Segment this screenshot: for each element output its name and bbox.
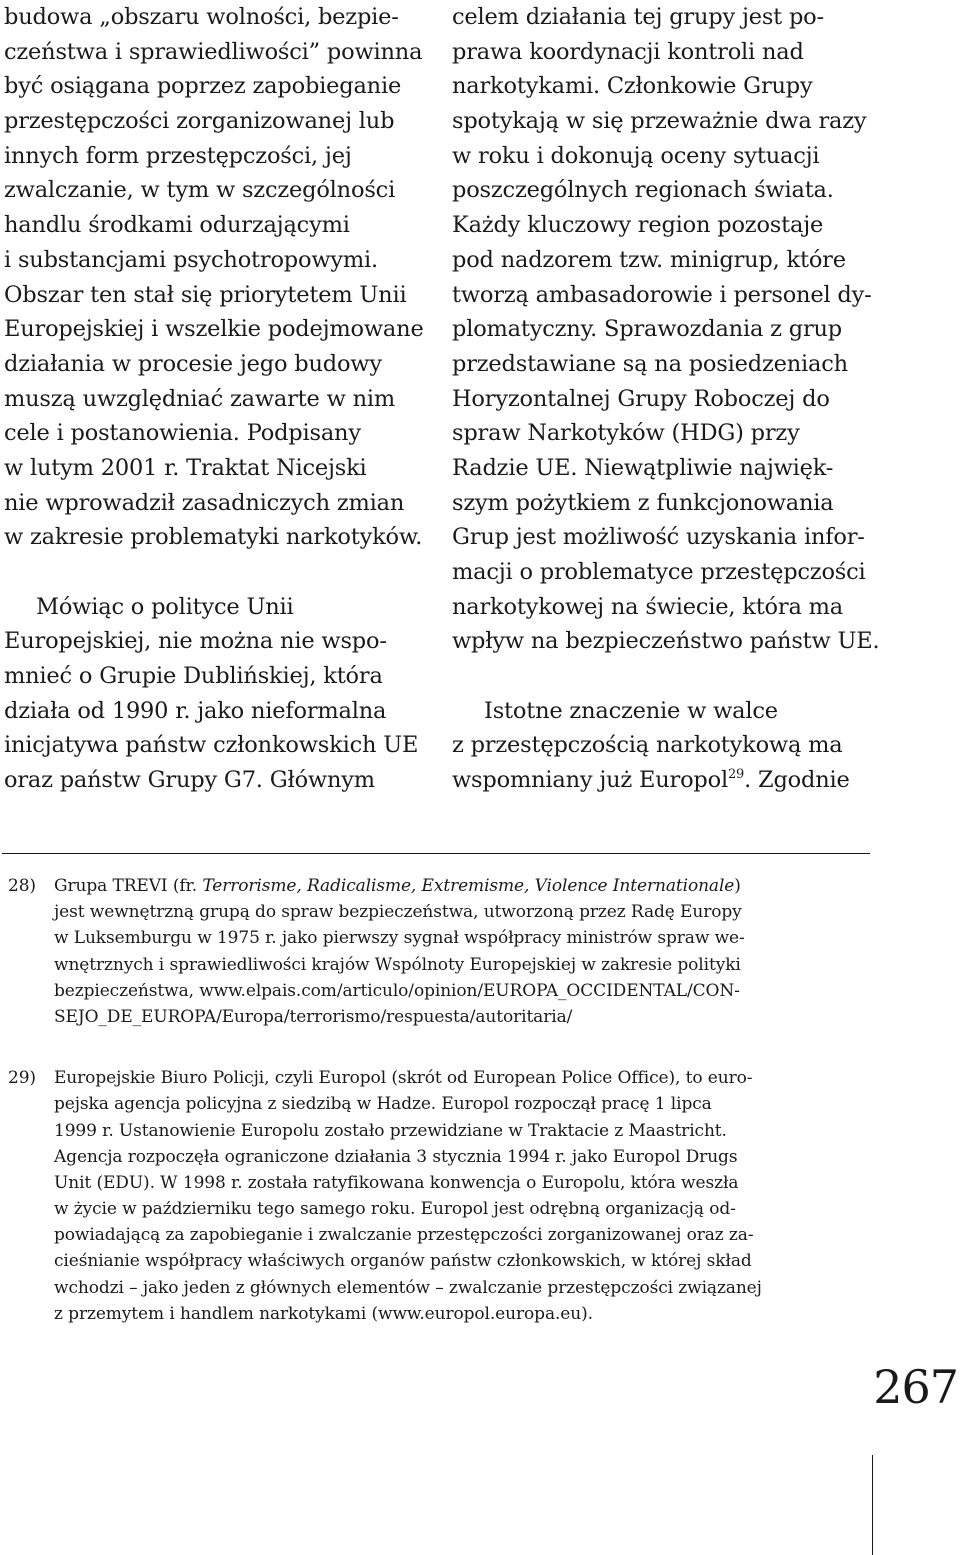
left-paragraph-2 <box>4 590 434 798</box>
text-line: celem działania tej grupy jest po- <box>452 4 824 30</box>
text-line: w lutym 2001 r. Traktat Nicejski <box>4 454 367 481</box>
text-line: spraw Narkotyków (HDG) przy <box>452 420 800 447</box>
text-fragment: wspomniany już Europol <box>452 767 728 794</box>
text-line <box>452 763 882 798</box>
footnote-line: bezpieczeństwa, www.elpais.com/articulo/opinion/EUROPA_OCCIDENTAL/CON- <box>54 980 740 1001</box>
footnote-line: wchodzi – jako jeden z głównych elementów – zwalczanie przestępczości związanej <box>54 1277 762 1298</box>
text-line: nie wprowadził zasadniczych zmian <box>4 489 405 516</box>
text-line: narkotykami. Członkowie Grupy <box>452 73 813 100</box>
text-line: zwalczanie, w tym w szczególności <box>4 177 396 204</box>
text-line: Każdy kluczowy region pozostaje <box>452 212 824 239</box>
text-line: przedstawiane są na posiedzeniach <box>452 350 848 377</box>
text-line: prawa koordynacji kontroli nad <box>452 38 804 65</box>
text-line: przestępczości zorganizowanej lub <box>4 108 395 135</box>
footnotes <box>8 873 874 1327</box>
text-line: plomatyczny. Sprawozdania z grup <box>452 316 842 343</box>
text-line: poszczególnych regionach świata. <box>452 177 834 204</box>
footnote-line: powiadającą za zapobieganie i zwalczanie przestępczości zorganizowanej oraz za- <box>54 1225 754 1246</box>
left-paragraph-1 <box>4 0 434 555</box>
footnote-gap <box>8 1030 874 1065</box>
footnote-line <box>8 873 874 899</box>
text-line: Obszar ten stał się priorytetem Unii <box>4 281 407 308</box>
text-line: budowa „obszaru wolności, bezpie- <box>4 4 399 30</box>
text-line: Horyzontalnej Grupy Roboczej do <box>452 385 830 412</box>
text-line: Radzie UE. Niewątpliwie najwięk- <box>452 454 834 481</box>
text-line: Europejskiej, nie można nie wspo- <box>4 628 387 655</box>
paragraph-gap <box>4 555 434 590</box>
text-line: Europejskiej i wszelkie podejmowane <box>4 316 424 343</box>
text-line: mnieć o Grupie Dublińskiej, która <box>4 663 383 690</box>
text-line: oraz państw Grupy G7. Głównym <box>4 767 375 794</box>
text-line: cele i postanowienia. Podpisany <box>4 420 361 447</box>
text-line: być osiągana poprzez zapobieganie <box>4 73 402 100</box>
footnote-line: w życie w październiku tego samego roku. Europol jest odrębną organizacją od- <box>54 1199 736 1220</box>
text-line: działania w procesie jego budowy <box>4 350 382 377</box>
text-line: tworzą ambasadorowie i personel dy- <box>452 281 872 308</box>
footnote-line: Agencja rozpoczęła ograniczone działania 3 stycznia 1994 r. jako Europol Drugs <box>54 1146 738 1167</box>
page-number: 267 <box>873 1360 958 1414</box>
margin-rule <box>872 1455 873 1555</box>
text-line: Istotne znaczenie w walce <box>484 697 778 724</box>
text-line: czeństwa i sprawiedliwości” powinna <box>4 38 423 65</box>
right-paragraph-1 <box>452 0 882 659</box>
footnote-separator <box>2 853 870 854</box>
left-column <box>4 0 434 798</box>
text-line: i substancjami psychotropowymi. <box>4 246 379 273</box>
footnote-line: cieśnianie współpracy właściwych organów państw członkowskich, w której skład <box>54 1251 752 1272</box>
text-line: w zakresie problematyki narkotyków. <box>4 524 423 551</box>
footnote-line: pejska agencja policyjna z siedzibą w Hadze. Europol rozpoczął pracę 1 lipca <box>54 1094 712 1115</box>
footnote-line: w Luksemburgu w 1975 r. jako pierwszy sygnał współpracy ministrów spraw we- <box>54 928 745 949</box>
text-line: pod nadzorem tzw. minigrup, które <box>452 246 846 273</box>
text-line: handlu środkami odurzającymi <box>4 212 350 239</box>
footnote-line: wnętrznych i sprawiedliwości krajów Wspólnoty Europejskiej w zakresie polityki <box>54 954 741 975</box>
text-line: szym pożytkiem z funkcjonowania <box>452 489 834 516</box>
text-line: wpływ na bezpieczeństwo państw UE. <box>452 628 880 655</box>
footnote-line: z przemytem i handlem narkotykami (www.europol.europa.eu). <box>54 1303 593 1324</box>
text-line: innych form przestępczości, jej <box>4 142 352 169</box>
footnote-line: SEJO_DE_EUROPA/Europa/terrorismo/respuesta/autoritaria/ <box>54 1006 573 1027</box>
footnote-reference-29: 29 <box>727 767 745 783</box>
right-paragraph-2 <box>452 694 882 798</box>
right-column <box>452 0 882 798</box>
footnote-28 <box>8 873 874 1030</box>
footnote-line: jest wewnętrzną grupą do spraw bezpieczeństwa, utworzoną przez Radę Europy <box>54 902 742 923</box>
paragraph-gap <box>452 659 882 694</box>
text-line: muszą uwzględniać zawarte w nim <box>4 385 396 412</box>
text-line: działa od 1990 r. jako nieformalna <box>4 697 387 724</box>
text-line: w roku i dokonują oceny sytuacji <box>452 142 820 169</box>
footnote-line: Europejskie Biuro Policji, czyli Europol (skrót od European Police Office), to euro- <box>54 1068 753 1089</box>
text-line: inicjatywa państw członkowskich UE <box>4 732 419 759</box>
text-line: narkotykowej na świecie, która ma <box>452 593 843 620</box>
text-fragment: ) <box>734 876 741 896</box>
footnote-line: 1999 r. Ustanowienie Europolu zostało przewidziane w Traktacie z Maastricht. <box>54 1120 727 1141</box>
footnote-29 <box>8 1065 874 1327</box>
italic-title: Terrorisme, Radicalisme, Extremisme, Violence Internationale <box>202 876 735 896</box>
footnote-number: 28) <box>8 876 36 896</box>
text-line: z przestępczością narkotykową ma <box>452 732 843 759</box>
text-fragment: Grupa TREVI (fr. <box>54 876 203 896</box>
text-line: Mówiąc o polityce Unii <box>36 593 294 620</box>
text-line: macji o problematyce przestępczości <box>452 559 866 585</box>
text-fragment: . Zgodnie <box>744 767 850 794</box>
text-line: Grup jest możliwość uzyskania infor- <box>452 524 865 551</box>
footnote-number: 29) <box>8 1068 36 1089</box>
text-line: spotykają w się przeważnie dwa razy <box>452 108 867 135</box>
footnote-line: Unit (EDU). W 1998 r. została ratyfikowana konwencja o Europolu, która weszła <box>54 1172 739 1193</box>
